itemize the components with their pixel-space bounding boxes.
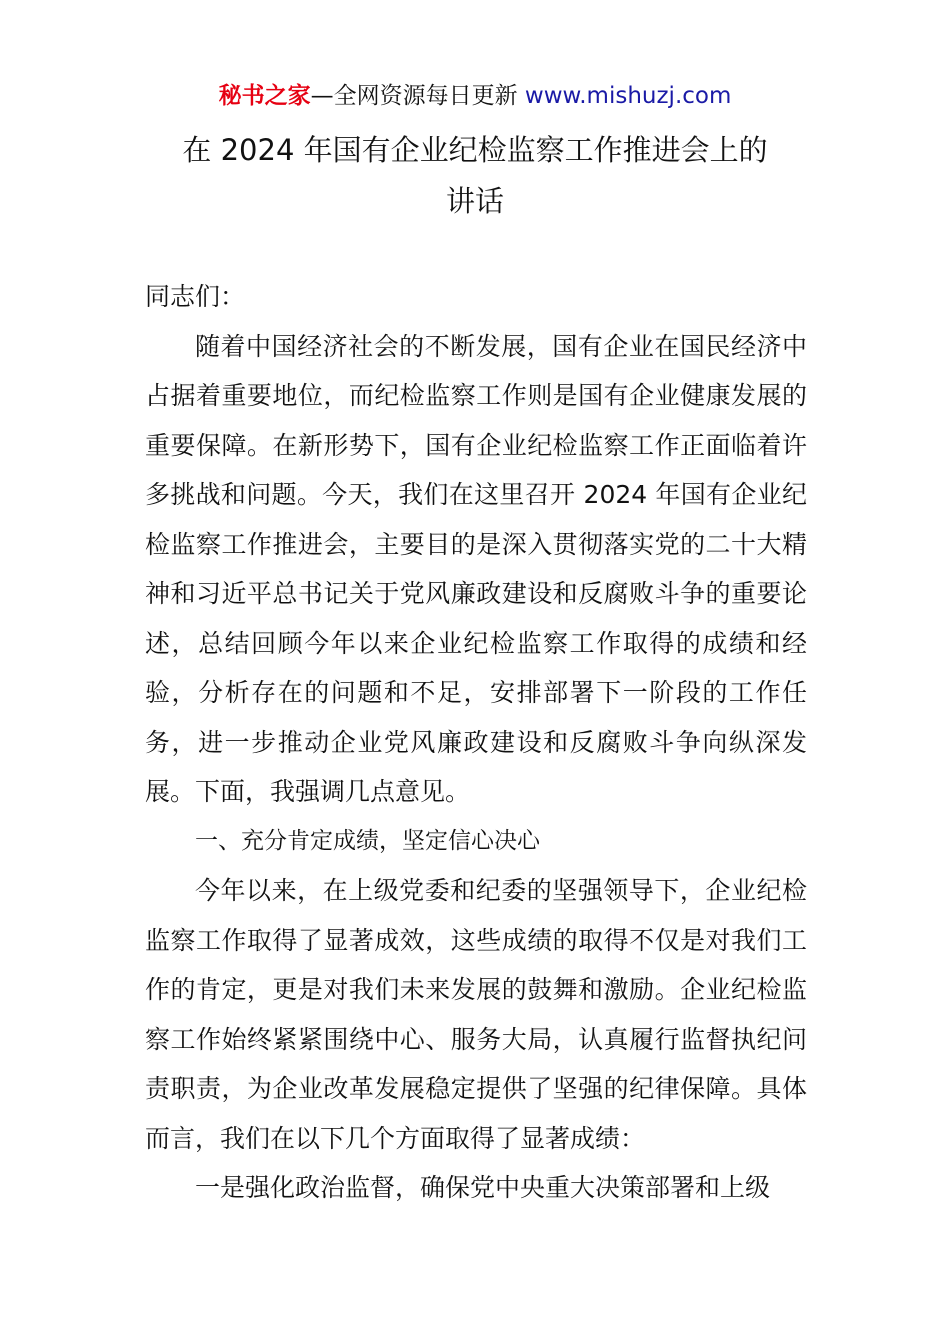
salutation: 同志们： xyxy=(145,282,246,311)
section-heading-1: 一、充分肯定成绩，坚定信心决心 xyxy=(195,827,540,854)
document-body xyxy=(145,272,807,1213)
title-line-2: 讲话 xyxy=(445,184,504,218)
title-line-1: 在 2024 年国有企业纪检监察工作推进会上的 xyxy=(182,133,768,167)
paragraph-point-1: 一是强化政治监督，确保党中央重大决策部署和上级 xyxy=(195,1173,771,1202)
brand-name: 秘书之家 xyxy=(218,83,311,109)
paragraph-achievements: 今年以来，在上级党委和纪委的坚强领导下，企业纪检监察工作取得了显著成效，这些成绩的取得不仅是对我们工作的肯定，更是对我们未来发展的鼓舞和激励。企业纪检监察工作始终紧紧围绕中心、服务大局，认真履行监督执纪问责职责，为企业改革发展稳定提供了坚强的纪律保障。具体而言，我们在以下几个方面取得了显著成绩： xyxy=(145,876,807,1153)
paragraph-intro: 随着中国经济社会的不断发展，国有企业在国民经济中占据着重要地位，而纪检监察工作则是国有企业健康发展的重要保障。在新形势下，国有企业纪检监察工作正面临着许多挑战和问题。今天，我们在这里召开 2024 年国有企业纪检监察工作推进会，主要目的是深入贯彻落实党的二十大精神和习近平总书记关于党风廉政建设和反腐败斗争的重要论述，总结回顾今年以来企业纪检监察工作取得的成绩和经验，分析存在的问题和不足，安排部署下一阶段的工作任务，进一步推动企业党风廉政建设和反腐败斗争向纵深发展。下面，我强调几点意见。 xyxy=(145,331,807,806)
site-url-link[interactable]: www.mishuzj.com xyxy=(524,83,732,109)
site-header xyxy=(0,80,950,112)
header-tagline: —全网资源每日更新 xyxy=(310,83,525,109)
document-title xyxy=(0,125,950,227)
